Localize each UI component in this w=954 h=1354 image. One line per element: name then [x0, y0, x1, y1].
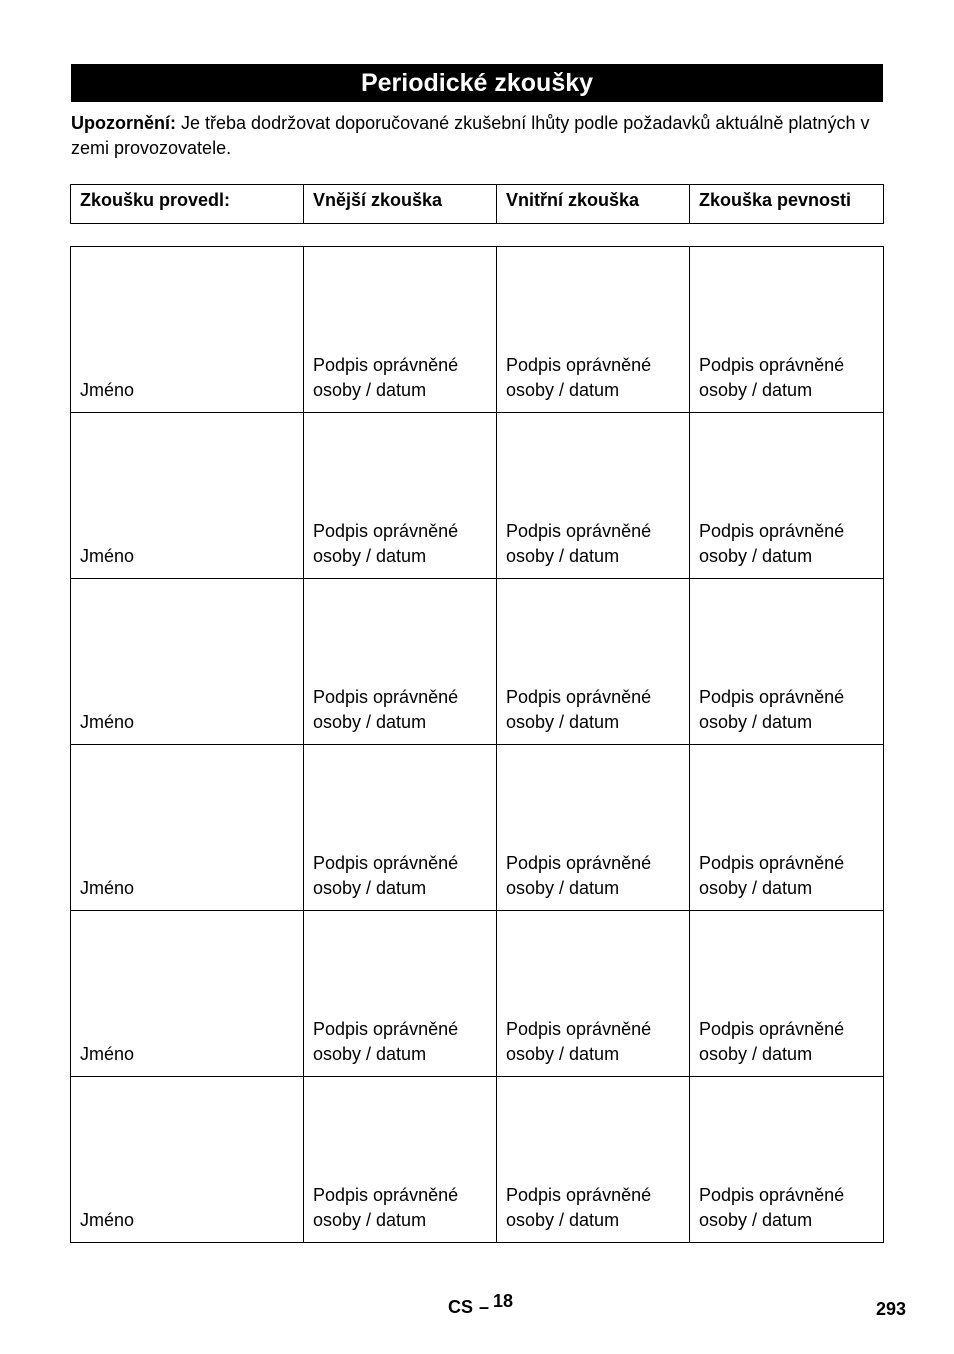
header-internal-test: Vnitřní zkouška: [497, 185, 690, 223]
signature-label-line2: osoby / datum: [699, 1044, 813, 1064]
signature-cell-internal[interactable]: [497, 247, 690, 412]
signature-label-line2: osoby / datum: [506, 712, 620, 732]
signature-label-line1: Podpis oprávněné: [506, 1185, 652, 1205]
name-cell[interactable]: [71, 579, 304, 744]
signature-cell-strength[interactable]: [690, 1077, 883, 1242]
signature-label-line2: osoby / datum: [506, 1044, 620, 1064]
signature-cell-internal[interactable]: [497, 911, 690, 1076]
signature-label-line2: osoby / datum: [699, 546, 813, 566]
signature-label-line2: osoby / datum: [699, 712, 813, 732]
table-row: [71, 247, 883, 413]
signature-label-line2: osoby / datum: [313, 878, 427, 898]
signature-label-line2: osoby / datum: [506, 546, 620, 566]
name-cell[interactable]: [71, 1077, 304, 1242]
inspection-grid: [70, 246, 884, 1243]
signature-cell-strength[interactable]: [690, 911, 883, 1076]
footer-page-number: 293: [876, 1299, 907, 1319]
signature-label-line1: Podpis oprávněné: [313, 853, 459, 873]
name-label: Jméno: [80, 712, 135, 732]
name-label: Jméno: [80, 546, 135, 566]
signature-label-line1: Podpis oprávněné: [506, 355, 652, 375]
signature-cell-external[interactable]: [304, 579, 497, 744]
signature-label-line1: Podpis oprávněné: [313, 1019, 459, 1039]
signature-label-line2: osoby / datum: [506, 380, 620, 400]
signature-label-line1: Podpis oprávněné: [313, 1185, 459, 1205]
header-strength-test: Zkouška pevnosti: [699, 190, 852, 210]
signature-label-line2: osoby / datum: [313, 380, 427, 400]
signature-cell-internal[interactable]: [497, 1077, 690, 1242]
footer-section-page: 18: [493, 1291, 514, 1311]
signature-label-line1: Podpis oprávněné: [699, 1019, 845, 1039]
signature-cell-external[interactable]: [304, 745, 497, 910]
signature-cell-strength[interactable]: [690, 413, 883, 578]
signature-label-line2: osoby / datum: [313, 712, 427, 732]
signature-cell-external[interactable]: [304, 247, 497, 412]
signature-label-line2: osoby / datum: [313, 1044, 427, 1064]
name-label: Jméno: [80, 380, 135, 400]
signature-label-line1: Podpis oprávněné: [506, 521, 652, 541]
signature-label-line2: osoby / datum: [313, 546, 427, 566]
signature-label-line1: Podpis oprávněné: [313, 521, 459, 541]
signature-label-line2: osoby / datum: [699, 878, 813, 898]
signature-label-line1: Podpis oprávněné: [699, 521, 845, 541]
signature-label-line1: Podpis oprávněné: [313, 687, 459, 707]
signature-label-line1: Podpis oprávněné: [506, 853, 652, 873]
name-cell[interactable]: [71, 911, 304, 1076]
signature-label-line1: Podpis oprávněné: [506, 687, 652, 707]
name-label: Jméno: [80, 878, 135, 898]
table-row: [71, 911, 883, 1077]
table-row: [71, 745, 883, 911]
signature-cell-external[interactable]: [304, 911, 497, 1076]
signature-cell-strength[interactable]: [690, 579, 883, 744]
name-label: Jméno: [80, 1044, 135, 1064]
signature-cell-internal[interactable]: [497, 745, 690, 910]
signature-cell-strength[interactable]: [690, 247, 883, 412]
notice-label: Upozornění:: [71, 113, 176, 133]
table-row: [71, 1077, 883, 1242]
signature-label-line2: osoby / datum: [313, 1210, 427, 1230]
signature-cell-internal[interactable]: [497, 413, 690, 578]
name-cell[interactable]: [71, 413, 304, 578]
signature-label-line1: Podpis oprávněné: [699, 355, 845, 375]
signature-label-line1: Podpis oprávněné: [699, 687, 845, 707]
signature-label-line1: Podpis oprávněné: [313, 355, 459, 375]
table-row: [71, 579, 883, 745]
signature-label-line2: osoby / datum: [699, 380, 813, 400]
page-title: Periodické zkoušky: [71, 64, 883, 102]
footer-lang: CS: [448, 1297, 474, 1317]
name-label: Jméno: [80, 1210, 135, 1230]
signature-cell-internal[interactable]: [497, 579, 690, 744]
signature-label-line1: Podpis oprávněné: [699, 1185, 845, 1205]
name-cell[interactable]: [71, 247, 304, 412]
signature-label-line2: osoby / datum: [699, 1210, 813, 1230]
table-row: [71, 413, 883, 579]
footer-dash: –: [479, 1297, 490, 1317]
signature-label-line2: osoby / datum: [506, 878, 620, 898]
name-cell[interactable]: [71, 745, 304, 910]
signature-cell-external[interactable]: [304, 413, 497, 578]
header-performed-by: Zkoušku provedl:: [71, 185, 304, 223]
signature-cell-external[interactable]: [304, 1077, 497, 1242]
footer-section-code: [448, 1291, 514, 1318]
signature-cell-strength[interactable]: [690, 745, 883, 910]
header-table: [70, 184, 884, 224]
signature-label-line1: Podpis oprávněné: [699, 853, 845, 873]
notice-text: Je třeba dodržovat doporučované zkušební lhůty podle požadavků aktuálně platných v zemi provozovatele.: [71, 113, 870, 158]
signature-label-line1: Podpis oprávněné: [506, 1019, 652, 1039]
header-external-test: Vnější zkouška: [304, 185, 497, 223]
signature-label-line2: osoby / datum: [506, 1210, 620, 1230]
notice-paragraph: [71, 111, 886, 161]
